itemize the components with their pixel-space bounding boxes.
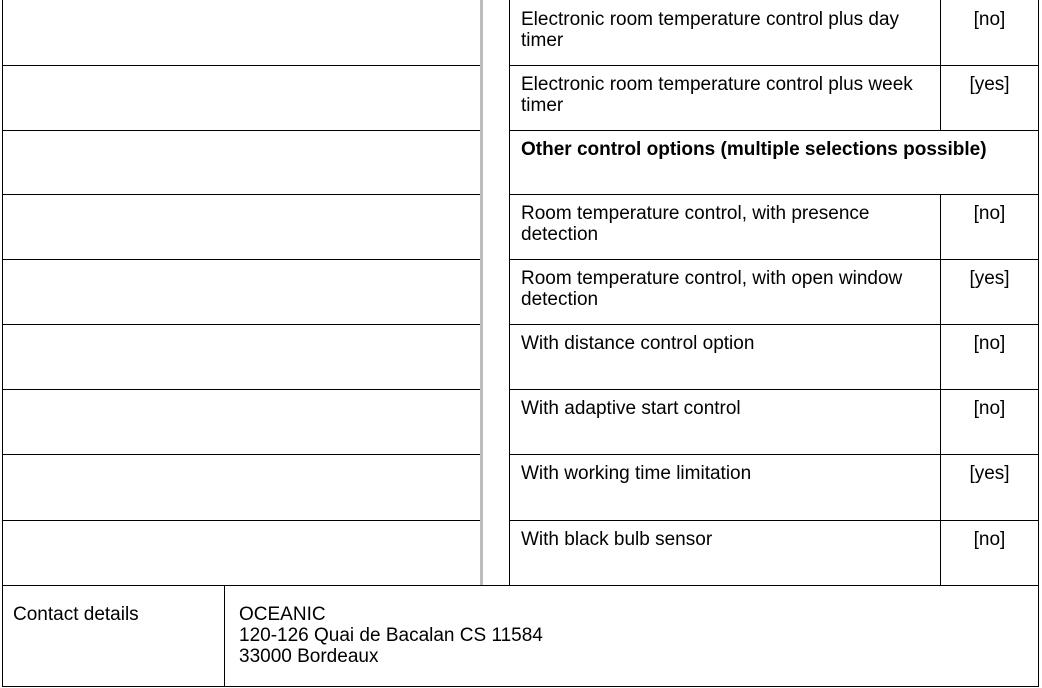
contact-row	[2, 585, 1039, 687]
option-label: Electronic room temperature control plus day timer	[509, 0, 941, 66]
option-label: With adaptive start control	[509, 389, 941, 455]
option-value: [yes]	[940, 259, 1039, 325]
blank-left-cell	[2, 194, 482, 260]
option-value: [no]	[940, 324, 1039, 390]
blank-left-cell	[2, 0, 482, 66]
blank-left-cell	[2, 520, 482, 586]
option-value: [no]	[940, 389, 1039, 455]
option-value: [yes]	[940, 65, 1039, 131]
section-heading: Other control options (multiple selections possible)	[509, 130, 1039, 195]
blank-left-cell	[2, 454, 482, 521]
option-label: Room temperature control, with presence detection	[509, 194, 941, 260]
option-label: With distance control option	[509, 324, 941, 390]
option-value: [no]	[940, 520, 1039, 586]
option-value: [no]	[940, 0, 1039, 66]
column-divider	[480, 0, 483, 586]
contact-label: Contact details	[3, 586, 225, 686]
blank-left-cell	[2, 130, 482, 195]
option-label: Room temperature control, with open window detection	[509, 259, 941, 325]
blank-left-cell	[2, 389, 482, 455]
option-value: [no]	[940, 194, 1039, 260]
contact-address-line2: 33000 Bordeaux	[239, 646, 379, 667]
blank-left-cell	[2, 259, 482, 325]
contact-name: OCEANIC	[239, 604, 326, 625]
option-label: With working time limitation	[509, 454, 941, 521]
option-label: With black bulb sensor	[509, 520, 941, 586]
contact-address-line1: 120-126 Quai de Bacalan CS 11584	[239, 625, 543, 646]
option-value: [yes]	[940, 454, 1039, 521]
blank-left-cell	[2, 324, 482, 390]
option-label: Electronic room temperature control plus week timer	[509, 65, 941, 131]
blank-left-cell	[2, 65, 482, 131]
contact-value	[239, 604, 543, 667]
